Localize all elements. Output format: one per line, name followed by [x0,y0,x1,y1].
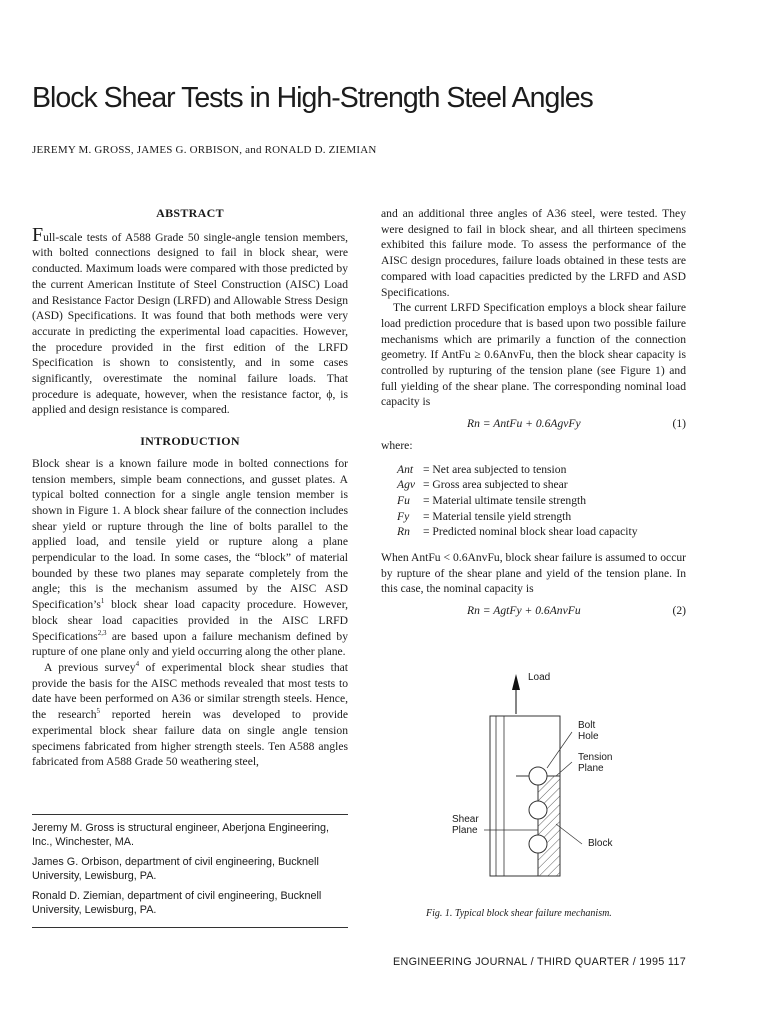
definition-symbol: Agv [397,478,416,492]
where-label: where: [381,438,413,452]
intro-p1-text-a: Block shear is a known failure mode in bolted connections for tension members, simple beam connections, and gusset plates. A typical bolted connection for a single angle tension member is shown in Figure 1. A block shear failure of the connection includes shear yield or rupture through the line of bolts parallel to the applied load, and tensile yield or rupture along a plane perpendicular to the load. In some cases, the “block” of material bounded by these two planes may separate completely from the angle; this is the mechanism assumed by the AISC ASD Specification’s [32,456,348,612]
figure-caption: Fig. 1. Typical block shear failure mechanism. [426,908,612,919]
footnote: Ronald D. Ziemian, department of civil engineering, Bucknell University, Lewisburg, PA. [32,890,322,916]
bolt-hole [529,767,547,785]
citation-1: 1 [100,597,105,606]
load-label: Load [528,672,551,683]
intro-p2-text-a: A previous survey [44,660,136,674]
abstract-heading: ABSTRACT [156,206,224,220]
footnote: James G. Orbison, department of civil engineering, Bucknell University, Lewisburg, PA. [32,856,319,882]
definition-text: = Gross area subjected to shear [423,478,568,492]
intro-p1-text-b: block shear load capacity procedure. However, block shear load capacities provided in the AISC LRFD Specifications [32,598,348,643]
definition-symbol: Fu [397,493,410,507]
tension-plane-leader [556,762,572,776]
intro-p2-text-c: reported herein was developed to provide experimental block shear failure data on single angle tension specimens fabricated from higher strength steels. Ten A588 angles fabricated from A588 Grade 50 weathering steel, [32,708,348,769]
definition-row [397,477,686,493]
author-footnotes [32,814,348,928]
equation-2-number: (2) [672,604,686,618]
journal-footer: ENGINEERING JOURNAL / THIRD QUARTER / 1995 117 [393,956,686,968]
drop-cap: F [32,223,44,246]
citation-5: 5 [96,707,100,716]
block-shear-diagram [420,664,660,904]
equation-2 [381,603,686,619]
abstract-body: ull-scale tests of A588 Grade 50 single-angle tension members, with bolted connections designed to fail in block shear, were conducted. Maximum loads were compared with those predicted by the current American Institute of Steel Construction (AISC) Load and Resistance Factor Design (LRFD) and Allowable Stress Design (ASD) Specifications. It was found that both methods were very accurate in predicting the experimental load capacities. However, the procedure provided in the first edition of the LRFD Specification is shown to consistently, and in some cases significantly, overestimate the nominal failure loads. That procedure is adequate, however, when the resistance factor, ϕ, is applied and design resistance is compared. [32,230,348,417]
paper-title: Block Shear Tests in High-Strength Steel Angles [32,82,593,114]
equation-1 [381,416,686,432]
right-paragraph-2: The current LRFD Specification employs a block shear failure load prediction procedure that is based upon two possible failure mechanisms which are primarily a function of the connection geometry. If AntFu ≥ 0.6AnvFu, then the block shear capacity is controlled by rupturing of the tension plane (see Figure 1) and full yielding of the shear plane. The corresponding nominal load capacity is [381,301,686,409]
intro-p2-text-b: of experimental block shear studies that provide the basis for the AISC methods revealed that most tests to date have been performed on A36 or similar strength steels. Hence, the research [32,660,348,722]
left-column [32,206,348,770]
definition-text: = Material tensile yield strength [423,509,572,523]
figure-1 [420,664,660,904]
abstract-text [32,223,348,418]
definition-row [397,462,686,478]
block-label: Block [588,838,613,849]
definition-symbol: Fy [397,509,410,523]
author-list: JEREMY M. GROSS, JAMES G. ORBISON, and RONALD D. ZIEMIAN [32,144,377,156]
right-paragraph-1: and an additional three angles of A36 steel, were tested. They were designed to fail in block shear, and all thirteen specimens exhibited this failure mode. To assess the performance of the AISC design procedures, failure loads obtained in these tests are compared with load capacities predicted by the LRFD and ASD Specifications. [381,207,686,299]
shear-block [538,776,560,876]
bolt-hole [529,801,547,819]
definition-symbol: Rn [397,525,410,539]
equation-2-formula: Rn = AgtFy + 0.6AnvFu [467,604,581,618]
definition-text: = Net area subjected to tension [423,462,567,476]
intro-paragraph-2 [32,660,348,770]
intro-paragraph-1 [32,456,348,660]
definition-symbol: Ant [397,462,414,476]
shear-plane-label: Shear Plane [452,814,479,836]
citation-2-3: 2,3 [97,628,107,637]
definition-row [397,509,686,525]
definition-text: = Material ultimate tensile strength [423,493,587,507]
introduction-heading: INTRODUCTION [140,434,240,449]
definition-row [397,493,686,509]
equation-1-number: (1) [672,417,686,431]
symbol-definitions [397,462,686,541]
definition-text: = Predicted nominal block shear load capacity [423,525,638,539]
equation-1-formula: Rn = AntFu + 0.6AgvFy [467,417,581,431]
load-arrow-icon [512,674,520,690]
definition-row [397,524,686,540]
citation-4: 4 [135,660,140,669]
intro-p1-text-c: are based upon a failure mechanism defined by rupture of one plane only and yield occurring along the other plane. [32,629,348,659]
footnote: Jeremy M. Gross is structural engineer, Aberjona Engineering, Inc., Winchester, MA. [32,822,330,848]
bolt-hole-label: Bolt Hole [578,720,599,742]
bolt-hole [529,835,547,853]
right-paragraph-3: When AntFu < 0.6AnvFu, block shear failure is assumed to occur by rupture of the shear plane and yield of the tension plane. In this case, the nominal capacity is [381,551,686,596]
tension-plane-label: Tension Plane [578,752,613,774]
right-column [381,206,686,625]
